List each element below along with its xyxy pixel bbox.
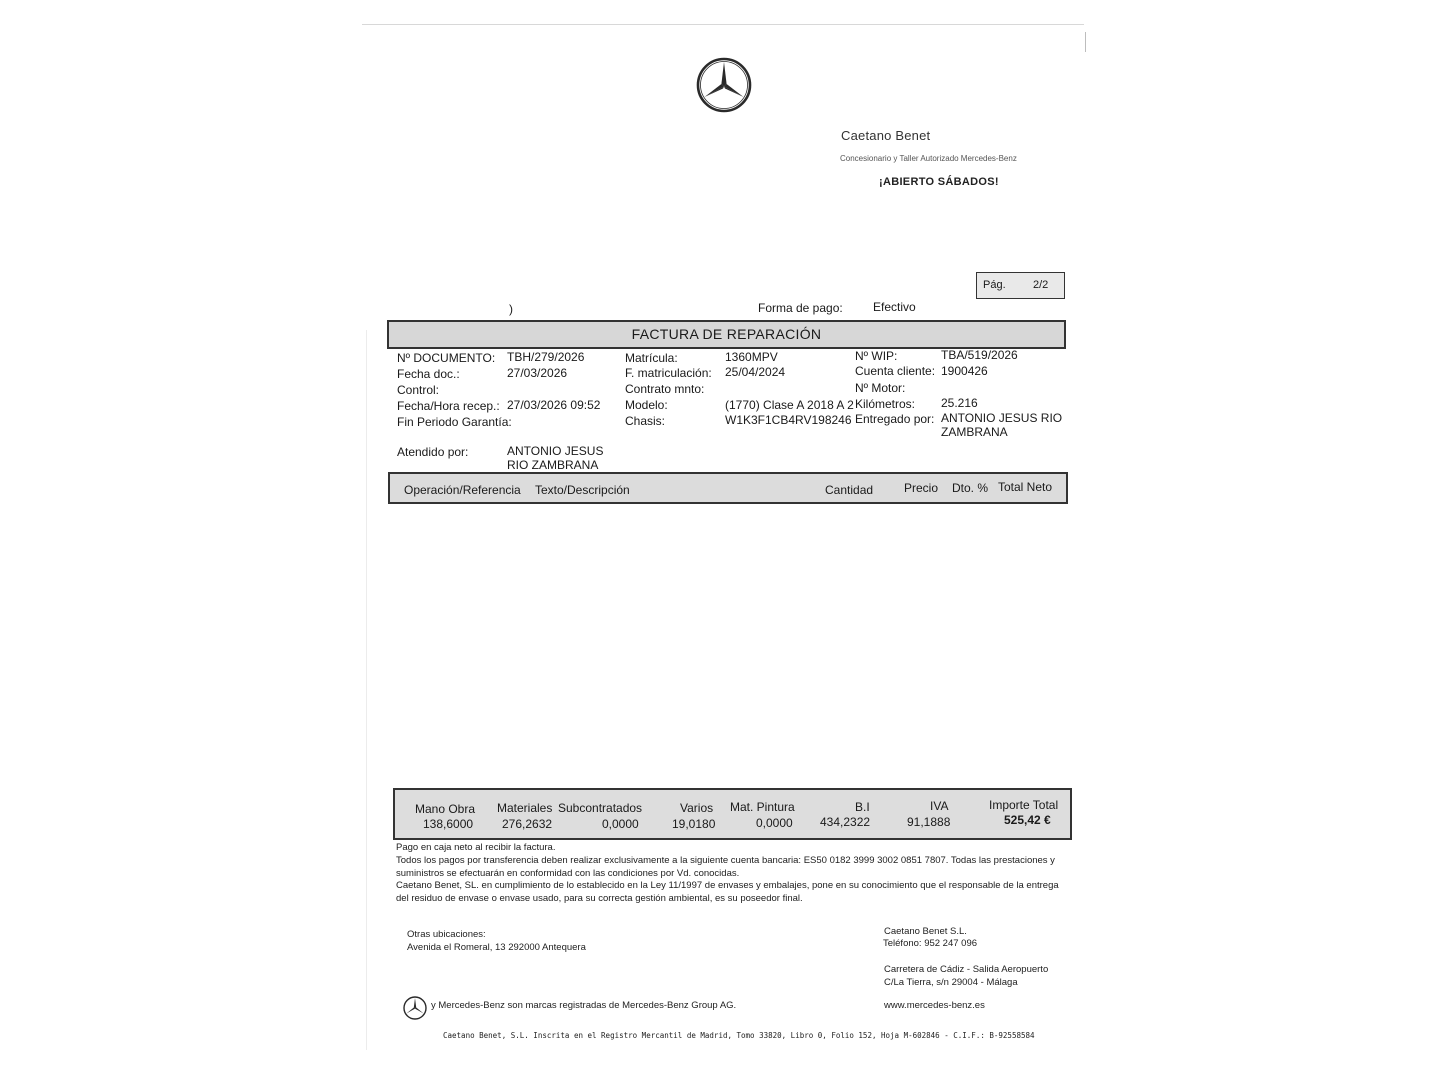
line-items-header: [388, 472, 1068, 504]
chassis-label: Chasis:: [625, 414, 666, 428]
wip-label: Nº WIP:: [855, 349, 898, 363]
other-location: Avenida el Romeral, 13 292000 Antequera: [407, 942, 586, 953]
mercedes-star-logo-icon: [695, 56, 753, 114]
reception-value: 27/03/2026 09:52: [507, 398, 601, 412]
trademark-notice: y Mercedes-Benz son marcas registradas de Mercedes-Benz Group AG.: [431, 1000, 737, 1011]
page-number-box: [976, 272, 1065, 299]
delivered-label: Entregado por:: [855, 412, 935, 426]
vat-label: IVA: [930, 799, 949, 813]
mercedes-star-small-icon: [402, 995, 428, 1021]
legal-line-1: Pago en caja neto al recibir la factura.: [396, 842, 556, 853]
plate-value: 1360MPV: [725, 350, 778, 364]
vat-value: 91,1888: [907, 815, 951, 829]
doc-number-value: TBH/279/2026: [507, 350, 585, 364]
col-description: Texto/Descripción: [535, 483, 630, 497]
payment-value: Efectivo: [873, 300, 916, 314]
misc-value: 19,0180: [672, 817, 716, 831]
paint-value: 0,0000: [756, 816, 793, 830]
company-name: Caetano Benet: [841, 128, 931, 143]
chassis-value: W1K3F1CB4RV198246: [725, 413, 852, 427]
address-line-1: Carretera de Cádiz - Salida Aeropuerto: [884, 964, 1049, 975]
plate-label: Matrícula:: [625, 351, 678, 365]
total-label: Importe Total: [989, 798, 1059, 812]
attended-value-line1: ANTONIO JESUS: [507, 444, 604, 458]
labor-label: Mano Obra: [415, 802, 476, 816]
legal-line-2: Todos los pagos por transferencia deben realizar exclusivamente a la siguiente cuenta bancaria: ES50 0182 3999 3002 0851 7807. Todas las prestaciones y suministros se efectuarán en conformidad con las condiciones por Vd. conocidas.: [396, 854, 1055, 879]
doc-date-label: Fecha doc.:: [397, 367, 460, 381]
company-legal-name: Caetano Benet S.L.: [884, 926, 967, 937]
legal-notes: [396, 842, 1061, 906]
website: www.mercedes-benz.es: [884, 1000, 985, 1011]
attended-label: Atendido por:: [397, 445, 469, 459]
address-line-2: C/La Tierra, s/n 29004 - Málaga: [884, 977, 1018, 988]
document-title: FACTURA DE REPARACIÓN: [387, 320, 1066, 349]
col-discount: Dto. %: [952, 481, 989, 495]
scan-edge-left: [366, 330, 367, 1050]
opening-note: ¡ABIERTO SÁBADOS!: [879, 176, 999, 188]
col-net-total: Total Neto: [998, 480, 1053, 494]
materials-value: 276,2632: [502, 817, 553, 831]
registration-label: F. matriculación:: [625, 366, 712, 380]
control-label: Control:: [397, 383, 440, 397]
company-phone: Teléfono: 952 247 096: [883, 938, 978, 949]
labor-value: 138,6000: [423, 817, 474, 831]
registry-line: Caetano Benet, S.L. Inscrita en el Registro Mercantil de Madrid, Tomo 33820, Libro 0, Folio 152, Hoja M-602846 - C.I.F.: B-92558584: [443, 1031, 1035, 1040]
reception-label: Fecha/Hora recep.:: [397, 399, 500, 413]
customer-label: Cuenta cliente:: [855, 364, 936, 378]
company-subtitle: Concesionario y Taller Autorizado Mercedes-Benz: [840, 154, 1017, 163]
engine-label: Nº Motor:: [855, 381, 906, 395]
legal-line-3: Caetano Benet, SL. en cumplimiento de lo establecido en la Ley 11/1997 de envases y embalajes, pone en su conocimiento que el responsable de la entrega del residuo de envase o envase usado, para su correcta gestión ambiental, es su poseedor final.: [396, 880, 1059, 905]
other-locations-label: Otras ubicaciones:: [407, 929, 486, 940]
warranty-label: Fin Periodo Garantía:: [397, 415, 512, 429]
stray-mark: ): [509, 302, 513, 316]
contract-label: Contrato mnto:: [625, 382, 705, 396]
attended-value-line2: RIO ZAMBRANA: [507, 458, 599, 472]
wip-value: TBA/519/2026: [941, 348, 1018, 362]
payment-label: Forma de pago:: [758, 301, 843, 315]
delivered-value-line2: ZAMBRANA: [941, 425, 1008, 439]
col-price: Precio: [904, 481, 939, 495]
paint-label: Mat. Pintura: [730, 800, 795, 814]
scan-edge-right: [1085, 32, 1086, 52]
totals-box: [393, 788, 1072, 840]
col-operation: Operación/Referencia: [404, 483, 521, 497]
model-label: Modelo:: [625, 398, 668, 412]
materials-label: Materiales: [497, 801, 553, 815]
misc-label: Varios: [680, 801, 714, 815]
registration-value: 25/04/2024: [725, 365, 786, 379]
scan-edge-top: [362, 24, 1084, 25]
km-label: Kilómetros:: [855, 397, 916, 411]
doc-date-value: 27/03/2026: [507, 366, 568, 380]
col-quantity: Cantidad: [825, 483, 874, 497]
base-label: B.I: [855, 800, 870, 814]
subcontracted-label: Subcontratados: [558, 801, 643, 815]
delivered-value-line1: ANTONIO JESUS RIO: [941, 411, 1063, 425]
base-value: 434,2322: [820, 815, 871, 829]
total-value: 525,42 €: [1004, 813, 1051, 827]
subcontracted-value: 0,0000: [602, 817, 639, 831]
page-value: 2/2: [1033, 279, 1049, 291]
page-label: Pág.: [983, 279, 1006, 291]
km-value: 25.216: [941, 396, 978, 410]
model-value: (1770) Clase A 2018 A 2: [725, 398, 854, 412]
doc-number-label: Nº DOCUMENTO:: [397, 351, 496, 365]
customer-value: 1900426: [941, 364, 988, 378]
